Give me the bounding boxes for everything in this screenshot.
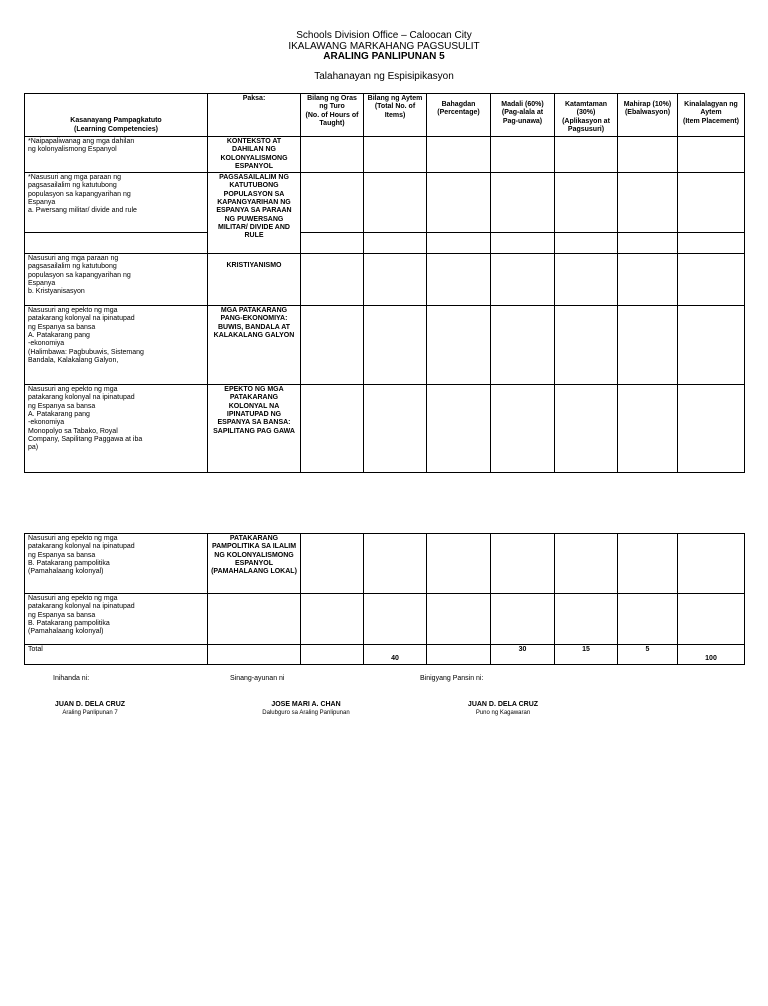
total-placement: 100 <box>678 645 745 665</box>
prepared-by-label: Inihanda ni: <box>53 675 90 682</box>
col-easy: Madali (60%) (Pag-alala at Pag-unawa) <box>491 94 555 137</box>
total-label: Total <box>25 645 208 665</box>
total-row <box>25 645 745 665</box>
table-row <box>25 233 745 254</box>
competency-cell: *Naipapaliwanag ang mga dahilan ng kolonyalismong Espanyol <box>25 137 208 173</box>
competency-cell: Nasusuri ang epekto ng mga patakarang kolonyal na ipinatupad ng Espanya sa bansa A. Patakarang pang -ekonomiya Monopolyo sa Tabako, Royal Company, Sapilitang Paggawa at iba pa) <box>25 385 208 473</box>
exam-title: IKALAWANG MARKAHANG PAGSUSULIT <box>288 41 480 52</box>
reviewed-name: JUAN D. DELA CRUZ <box>467 701 539 708</box>
prepared-role: Araling Panlipunan 7 <box>62 710 118 716</box>
specification-table-lower <box>24 533 745 665</box>
topic-cell: MGA PATAKARANG PANG-EKONOMIYA: BUWIS, BANDALA AT KALAKALANG GALYON <box>208 306 301 385</box>
table-row <box>25 534 745 594</box>
col-average: Katamtaman (30%) (Aplikasyon at Pagsusuri) <box>555 94 618 137</box>
topic-cell: KRISTIYANISMO <box>208 254 301 306</box>
col-placement: Kinalalagyan ng Aytem (Item Placement) <box>678 94 745 137</box>
col-hours: Bilang ng Oras ng Turo (No. of Hours of Taught) <box>301 94 364 137</box>
competency-cell: *Nasusuri ang mga paraan ng pagsasailalim ng katutubong populasyon sa kapangyarihan ng Espanya a. Pwersang militar/ divide and rule <box>25 173 208 233</box>
office-name: Schools Division Office – Caloocan City <box>296 30 472 41</box>
col-competency: Kasanayang Pampagkatuto (Learning Competencies) <box>25 94 208 137</box>
col-percent: Bahagdan (Percentage) <box>427 94 491 137</box>
col-topic: Paksa: <box>208 94 301 137</box>
competency-cell: Nasusuri ang epekto ng mga patakarang kolonyal na ipinatupad ng Espanya sa bansa B. Patakarang pampolitika (Pamahalaang kolonyal) <box>25 594 208 645</box>
total-difficult: 5 <box>618 645 678 665</box>
total-items: 40 <box>364 645 427 665</box>
topic-cell: PATAKARANG PAMPOLITIKA SA ILALIM NG KOLONYALISMONG ESPANYOL (PAMAHALAANG LOKAL) <box>208 534 301 594</box>
specification-table-upper <box>24 93 745 473</box>
competency-cell: Nasusuri ang mga paraan ng pagsasailalim ng katutubong populasyon sa kapangyarihan ng Espanya b. Kristyanisasyon <box>25 254 208 306</box>
approved-role: Dalubguro sa Araling Panlipunan <box>262 710 350 716</box>
signature-approved <box>236 701 376 717</box>
subject-title: ARALING PANLIPUNAN 5 <box>323 51 445 62</box>
col-items: Bilang ng Aytem (Total No. of Items) <box>364 94 427 137</box>
competency-cell: Nasusuri ang epekto ng mga patakarang kolonyal na ipinatupad ng Espanya sa bansa B. Patakarang pampolitika (Pamahalaang kolonyal) <box>25 534 208 594</box>
signature-prepared <box>30 701 150 717</box>
topic-cell: EPEKTO NG MGA PATAKARANG KOLONYAL NA IPINATUPAD NG ESPANYA SA BANSA: SAPILITANG PAG GAWA <box>208 385 301 473</box>
document-title: Talahanayan ng Espisipikasyon <box>314 71 454 82</box>
table-row <box>25 385 745 473</box>
header-row <box>25 94 745 137</box>
table-row <box>25 254 745 306</box>
approved-by-label: Sinang-ayunan ni <box>230 675 285 682</box>
competency-cell: Nasusuri ang epekto ng mga patakarang kolonyal na ipinatupad ng Espanya sa bansa A. Patakarang pang -ekonomiya (Halimbawa: Pagbubuwis, Sistemang Bandala, Kalakalang Galyon, <box>25 306 208 385</box>
reviewed-role: Puno ng Kagawaran <box>475 710 531 716</box>
topic-cell: PAGSASAILALIM NG KATUTUBONG POPULASYON SA KAPANGYARIHAN NG ESPANYA SA PARAAN NG PUWERSANG MILITAR/ DIVIDE AND RULE <box>208 173 301 254</box>
total-average: 15 <box>555 645 618 665</box>
table-row <box>25 594 745 645</box>
topic-cell <box>208 594 301 645</box>
col-difficult: Mahirap (10%) (Ebalwasyon) <box>618 94 678 137</box>
approved-name: JOSE MARI A. CHAN <box>271 701 341 708</box>
table-row <box>25 137 745 173</box>
table-row <box>25 306 745 385</box>
table-row <box>25 173 745 233</box>
prepared-name: JUAN D. DELA CRUZ <box>54 701 126 708</box>
reviewed-by-label: Binigyang Pansin ni: <box>420 675 484 682</box>
signature-reviewed <box>443 701 563 717</box>
total-easy: 30 <box>491 645 555 665</box>
topic-cell: KONTEKSTO AT DAHILAN NG KOLONYALISMONG ESPANYOL <box>208 137 301 173</box>
